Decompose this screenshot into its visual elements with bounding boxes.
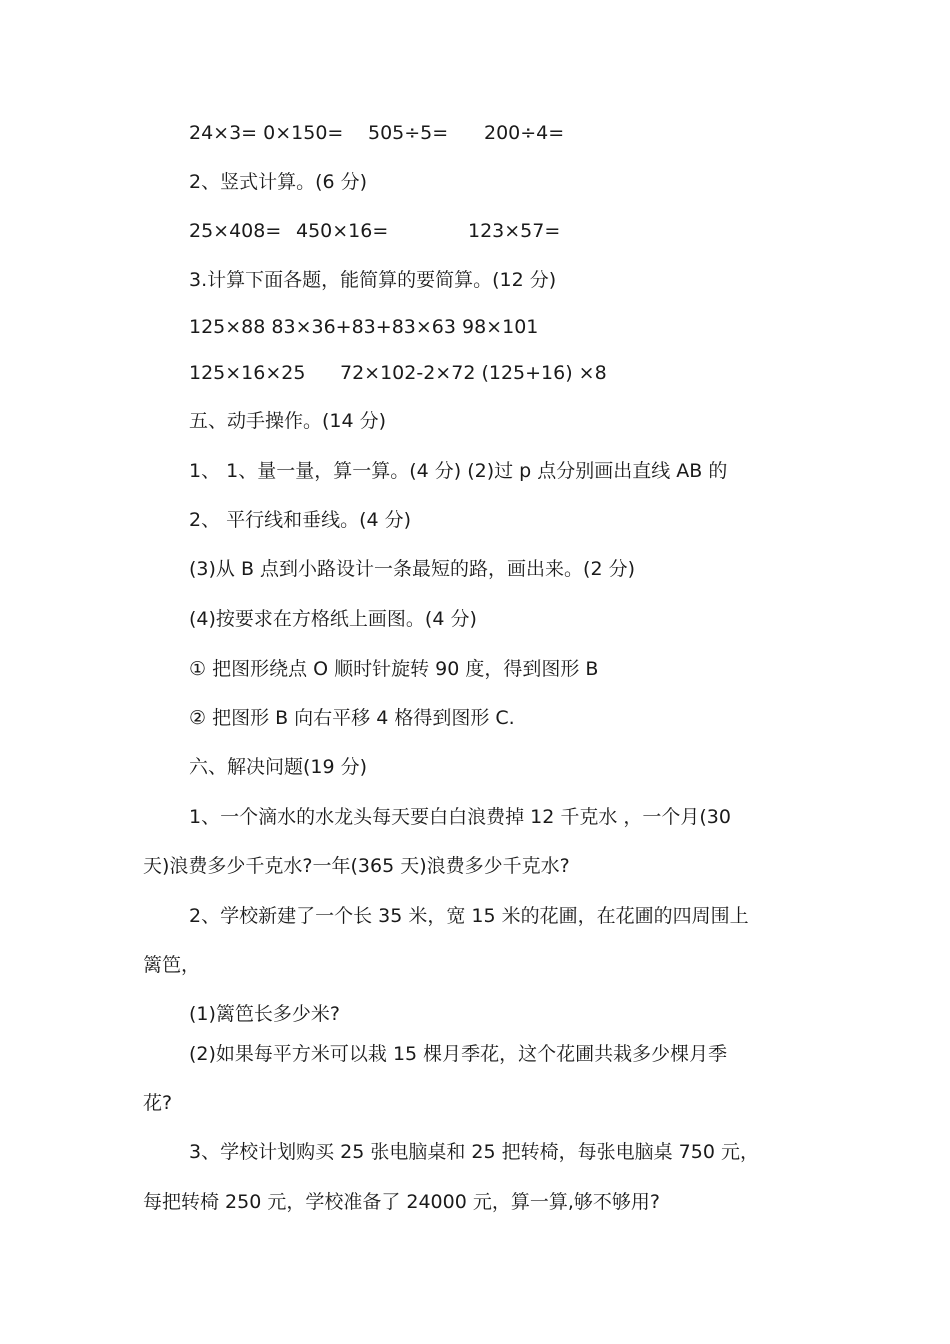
problem2-line2: 篱笆， [143, 954, 201, 976]
part5-item1: 1、 1、量一量，算一算。(4 分) (2)过 p 点分别画出直线 AB 的 [189, 460, 728, 482]
part5-title: 五、动手操作。(14 分) [189, 410, 387, 432]
calc-row1-a: 24×3= 0×150= [189, 122, 344, 144]
problem1-line2: 天)浪费多少千克水?一年(365 天)浪费多少千克水? [143, 855, 570, 877]
problem1-line1: 1、一个滴水的水龙头每天要白白浪费掉 12 千克水 ，一个月(30 [189, 806, 731, 828]
calc-row2-b: 450×16= [296, 220, 389, 242]
calc-row4-a: 125×16×25 [189, 362, 306, 384]
part6-title: 六、解决问题(19 分) [189, 756, 368, 778]
calc-row2-c: 123×57= [468, 220, 561, 242]
part5-step2: ② 把图形 B 向右平移 4 格得到图形 C. [189, 707, 515, 729]
part5-item3: (3)从 B 点到小路设计一条最短的路，画出来。(2 分) [189, 558, 635, 580]
problem2-q1: (1)篱笆长多少米? [189, 1003, 340, 1025]
section3-title: 3.计算下面各题，能简算的要简算。(12 分) [189, 269, 557, 291]
problem3-line1: 3、学校计划购买 25 张电脑桌和 25 把转椅，每张电脑桌 750 元， [189, 1141, 759, 1163]
calc-row1-c: 200÷4= [484, 122, 565, 144]
calc-row4-b: 72×102-2×72 (125+16) ×8 [340, 362, 607, 384]
calc-row1-b: 505÷5= [368, 122, 449, 144]
calc-row3: 125×88 83×36+83+83×63 98×101 [189, 316, 539, 338]
problem3-line2: 每把转椅 250 元，学校准备了 24000 元，算一算,够不够用? [143, 1191, 660, 1213]
section2-title: 2、竖式计算。(6 分) [189, 171, 368, 193]
part5-item2: 2、 平行线和垂线。(4 分) [189, 509, 412, 531]
problem2-q2-line2: 花? [143, 1092, 173, 1114]
part5-item4: (4)按要求在方格纸上画图。(4 分) [189, 608, 477, 630]
problem2-line1: 2、学校新建了一个长 35 米，宽 15 米的花圃，在花圃的四周围上 [189, 905, 749, 927]
part5-step1: ① 把图形绕点 O 顺时针旋转 90 度，得到图形 B [189, 658, 599, 680]
calc-row2-a: 25×408= [189, 220, 282, 242]
problem2-q2-line1: (2)如果每平方米可以栽 15 棵月季花，这个花圃共栽多少棵月季 [189, 1043, 728, 1065]
